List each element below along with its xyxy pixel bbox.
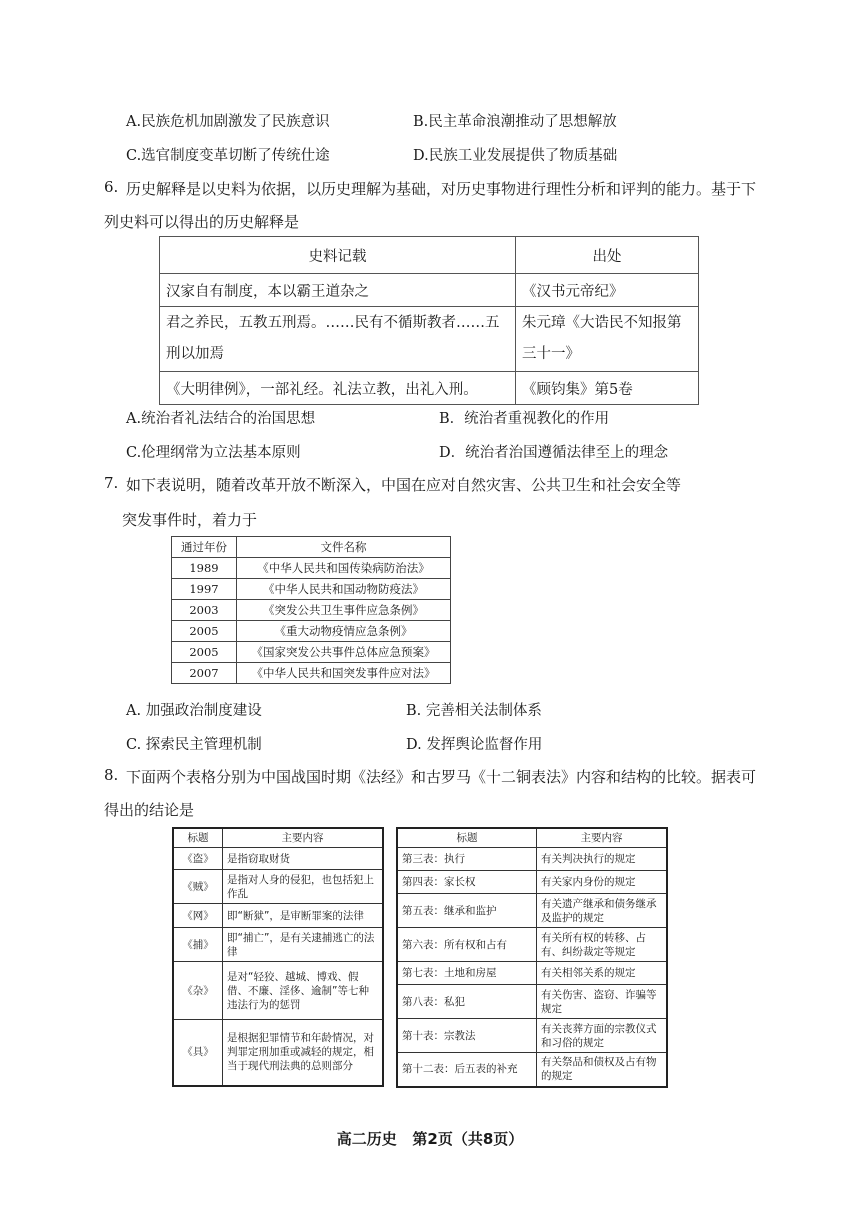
q8a-cell: 即“断狱”，是审断罪案的法律 <box>223 904 384 928</box>
q7-option-a: A. 加强政治制度建设 <box>126 703 262 719</box>
q8b-header-title: 标题 <box>397 828 537 848</box>
q8b-cell: 有关丧葬方面的宗教仪式和习俗的规定 <box>537 1019 668 1053</box>
q7-law-table <box>171 536 451 684</box>
q8b-cell: 有关所有权的转移、占有、纠纷裁定等规定 <box>537 928 668 962</box>
q6-cell: 《顾钧集》第5卷 <box>516 372 699 405</box>
q5-option-a: A.民族危机加剧激发了民族意识 <box>126 114 330 130</box>
q5-option-d: D.民族工业发展提供了物质基础 <box>413 148 618 164</box>
q8b-header-content: 主要内容 <box>537 828 668 848</box>
q6-option-b: B．统治者重视教化的作用 <box>439 411 610 427</box>
q7-cell: 2003 <box>172 600 237 621</box>
q6-option-d: D．统治者治国遵循法律至上的理念 <box>439 445 669 461</box>
q8-twelve-tables-table <box>396 827 668 1088</box>
q6-header-origin: 出处 <box>516 237 699 274</box>
q8b-cell: 有关相邻关系的规定 <box>537 962 668 985</box>
q7-cell: 《中华人民共和国传染病防治法》 <box>237 558 451 579</box>
q6-cell: 汉家自有制度，本以霸王道杂之 <box>160 274 516 307</box>
q8a-cell: 《盗》 <box>173 848 223 870</box>
q8b-cell: 有关判决执行的规定 <box>537 848 668 871</box>
page-footer: 高二历史 第2页（共8页） <box>336 1130 524 1148</box>
q8a-header-content: 主要内容 <box>223 828 384 848</box>
q7-stem-line2: 突发事件时，着力于 <box>122 511 258 529</box>
q8b-cell: 有关伤害、盗窃、诈骗等规定 <box>537 985 668 1019</box>
q8b-cell: 第八表：私犯 <box>397 985 537 1019</box>
q6-cell: 《大明律例》，一部礼经。礼法立教，出礼入刑。 <box>160 372 516 405</box>
q8b-cell: 第四表：家长权 <box>397 871 537 894</box>
q5-option-c: C.选官制度变革切断了传统仕途 <box>126 148 330 164</box>
q8a-cell: 是对“轻狡、越城、博戏、假借、不廉、淫侈、逾制”等七种违法行为的惩罚 <box>223 962 384 1020</box>
q8a-cell: 《具》 <box>173 1020 223 1086</box>
q7-cell: 《国家突发公共事件总体应急预案》 <box>237 642 451 663</box>
q7-cell: 2005 <box>172 642 237 663</box>
q8a-cell: 是根据犯罪情节和年龄情况，对判罪定刑加重或减轻的规定，相当于现代刑法典的总则部分 <box>223 1020 384 1086</box>
q7-cell: 1989 <box>172 558 237 579</box>
q6-option-c: C.伦理纲常为立法基本原则 <box>126 445 301 461</box>
q8b-cell: 有关家内身份的规定 <box>537 871 668 894</box>
q8b-cell: 第三表：执行 <box>397 848 537 871</box>
q6-number: 6. <box>104 178 119 196</box>
q7-cell: 《中华人民共和国动物防疫法》 <box>237 579 451 600</box>
q6-stem-line1: 历史解释是以史料为依据，以历史理解为基础，对历史事物进行理性分析和评判的能力。基于下 <box>126 180 757 198</box>
q8b-cell: 第五表：继承和监护 <box>397 894 537 928</box>
q8b-cell: 第七表：土地和房屋 <box>397 962 537 985</box>
q8-number: 8. <box>104 766 119 784</box>
q5-option-b: B.民主革命浪潮推动了思想解放 <box>413 114 617 130</box>
q8-stem-line1: 下面两个表格分别为中国战国时期《法经》和古罗马《十二铜表法》内容和结构的比较。据表可 <box>126 768 757 786</box>
q8a-cell: 《捕》 <box>173 928 223 962</box>
q7-number: 7. <box>104 474 119 492</box>
q8a-cell: 《网》 <box>173 904 223 928</box>
q6-header-source: 史料记载 <box>160 237 516 274</box>
q8b-cell: 第六表：所有权和占有 <box>397 928 537 962</box>
q8-stem-line2: 得出的结论是 <box>104 801 195 819</box>
q8a-cell: 《杂》 <box>173 962 223 1020</box>
q8b-cell: 第十二表：后五表的补充 <box>397 1053 537 1087</box>
q7-header-document: 文件名称 <box>237 537 451 558</box>
q8b-cell: 有关遗产继承和债务继承及监护的规定 <box>537 894 668 928</box>
q8-fajing-table <box>172 827 384 1087</box>
q7-cell: 《重大动物疫情应急条例》 <box>237 621 451 642</box>
q8b-cell: 有关祭品和债权及占有物的规定 <box>537 1053 668 1087</box>
q7-cell: 《突发公共卫生事件应急条例》 <box>237 600 451 621</box>
q7-stem-line1: 如下表说明，随着改革开放不断深入，中国在应对自然灾害、公共卫生和社会安全等 <box>126 476 682 494</box>
q6-option-a: A.统治者礼法结合的治国思想 <box>126 411 316 427</box>
q7-option-b: B. 完善相关法制体系 <box>406 703 542 719</box>
q7-option-c: C. 探索民主管理机制 <box>126 737 262 753</box>
q7-cell: 2005 <box>172 621 237 642</box>
q7-cell: 《中华人民共和国突发事件应对法》 <box>237 663 451 684</box>
q6-cell: 《汉书元帝纪》 <box>516 274 699 307</box>
q7-header-year: 通过年份 <box>172 537 237 558</box>
q7-cell: 1997 <box>172 579 237 600</box>
q8a-cell: 《贼》 <box>173 870 223 904</box>
q6-source-table <box>159 236 699 405</box>
q6-cell: 君之养民，五教五刑焉。……民有不循斯教者……五刑以加焉 <box>160 307 516 372</box>
q6-stem-line2: 列史料可以得出的历史解释是 <box>104 213 300 231</box>
q8a-cell: 是指窃取财货 <box>223 848 384 870</box>
q6-cell: 朱元璋《大诰民不知报第三十一》 <box>516 307 699 372</box>
q8a-header-title: 标题 <box>173 828 223 848</box>
q8b-cell: 第十表：宗教法 <box>397 1019 537 1053</box>
q7-option-d: D. 发挥舆论监督作用 <box>406 737 543 753</box>
q8a-cell: 即“捕亡”，是有关逮捕逃亡的法律 <box>223 928 384 962</box>
q7-cell: 2007 <box>172 663 237 684</box>
q8a-cell: 是指对人身的侵犯，也包括犯上作乱 <box>223 870 384 904</box>
